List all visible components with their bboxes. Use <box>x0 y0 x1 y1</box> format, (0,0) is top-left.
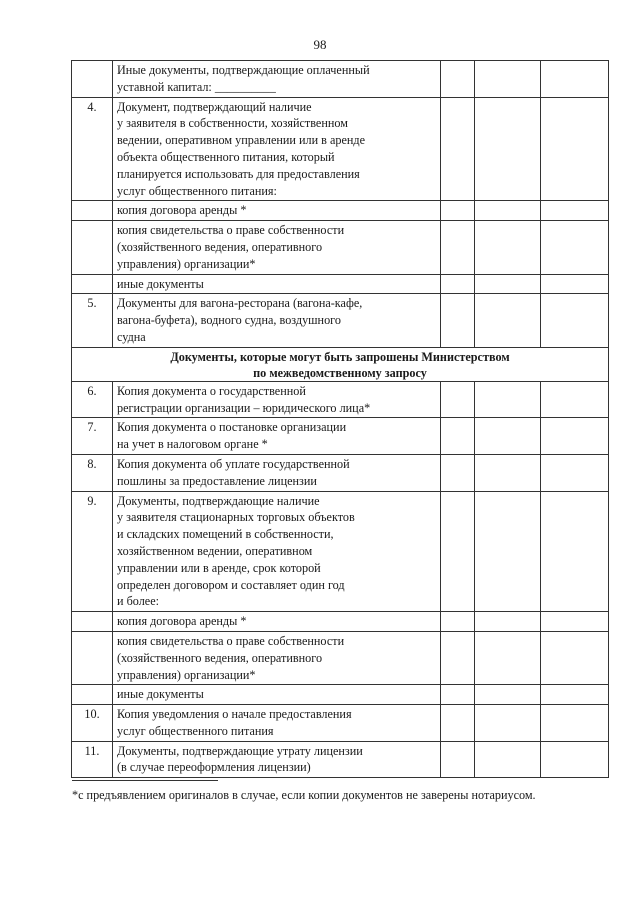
empty-cell <box>475 61 541 98</box>
empty-cell <box>441 201 475 221</box>
footnote-separator <box>72 780 218 781</box>
row-number <box>72 201 113 221</box>
row-number <box>72 685 113 705</box>
row-number: 11. <box>72 741 113 778</box>
empty-cell <box>441 221 475 274</box>
row-number <box>72 631 113 684</box>
empty-cell <box>475 685 541 705</box>
empty-cell <box>541 274 609 294</box>
empty-cell <box>441 631 475 684</box>
empty-cell <box>475 491 541 612</box>
page-number: 98 <box>313 37 327 52</box>
empty-cell <box>541 705 609 742</box>
empty-cell <box>475 381 541 418</box>
empty-cell <box>541 201 609 221</box>
empty-cell <box>441 454 475 491</box>
empty-cell <box>541 61 609 98</box>
empty-cell <box>441 491 475 612</box>
document-title: иные документы <box>113 274 441 294</box>
table-row <box>72 97 609 201</box>
empty-cell <box>441 61 475 98</box>
row-number <box>72 221 113 274</box>
table-row <box>72 741 609 778</box>
empty-cell <box>541 97 609 201</box>
table-subrow <box>72 612 609 632</box>
document-title: Копия документа о постановке организации на учет в налоговом органе * <box>113 418 441 455</box>
empty-cell <box>475 221 541 274</box>
empty-cell <box>475 274 541 294</box>
empty-cell <box>541 741 609 778</box>
document-title: Документы, подтверждающие утрату лицензии (в случае переоформления лицензии) <box>113 741 441 778</box>
empty-cell <box>441 294 475 347</box>
empty-cell <box>541 381 609 418</box>
document-title: Иные документы, подтверждающие оплаченный уставной капитал: __________ <box>113 61 441 98</box>
empty-cell <box>475 612 541 632</box>
empty-cell <box>541 221 609 274</box>
empty-cell <box>441 418 475 455</box>
empty-cell <box>475 294 541 347</box>
empty-cell <box>475 418 541 455</box>
section-title: Документы, которые могут быть запрошены Министерством по межведомственному запросу <box>72 347 609 381</box>
empty-cell <box>441 97 475 201</box>
empty-cell <box>541 294 609 347</box>
document-title: Документ, подтверждающий наличие у заявителя в собственности, хозяйственном ведении, оперативном управлении или в аренде объекта общественного питания, который планируется использовать для предоставления услуг общественного питания: <box>113 97 441 201</box>
empty-cell <box>441 612 475 632</box>
empty-cell <box>541 491 609 612</box>
table-subrow <box>72 274 609 294</box>
empty-cell <box>441 741 475 778</box>
row-number: 4. <box>72 97 113 201</box>
table-subrow <box>72 201 609 221</box>
empty-cell <box>475 741 541 778</box>
row-number: 6. <box>72 381 113 418</box>
empty-cell <box>441 274 475 294</box>
document-title: копия договора аренды * <box>113 201 441 221</box>
document-title: копия договора аренды * <box>113 612 441 632</box>
table-row <box>72 381 609 418</box>
document-title: Копия уведомления о начале предоставления услуг общественного питания <box>113 705 441 742</box>
row-number: 5. <box>72 294 113 347</box>
table-subrow <box>72 631 609 684</box>
empty-cell <box>541 631 609 684</box>
row-number <box>72 612 113 632</box>
document-title: копия свидетельства о праве собственности (хозяйственного ведения, оперативного управления) организации* <box>113 631 441 684</box>
document-title: Документы, подтверждающие наличие у заявителя стационарных торговых объектов и складских помещений в собственности, хозяйственном ведении, оперативном управлении или в аренде, срок которой определен договором и составляет один год и более: <box>113 491 441 612</box>
table-subrow <box>72 61 609 98</box>
row-number: 8. <box>72 454 113 491</box>
empty-cell <box>441 381 475 418</box>
table-row <box>72 491 609 612</box>
document-title: копия свидетельства о праве собственности (хозяйственного ведения, оперативного управления) организации* <box>113 221 441 274</box>
footnote: *с предъявлением оригиналов в случае, если копии документов не заверены нотариусом. <box>72 788 536 802</box>
empty-cell <box>475 705 541 742</box>
document-title: иные документы <box>113 685 441 705</box>
table-subrow <box>72 221 609 274</box>
empty-cell <box>541 685 609 705</box>
table-row <box>72 454 609 491</box>
document-title: Документы для вагона-ресторана (вагона-кафе, вагона-буфета), водного судна, воздушного судна <box>113 294 441 347</box>
document-title: Копия документа о государственной регистрации организации – юридического лица* <box>113 381 441 418</box>
empty-cell <box>541 418 609 455</box>
empty-cell <box>475 201 541 221</box>
empty-cell <box>475 631 541 684</box>
empty-cell <box>475 454 541 491</box>
row-number <box>72 274 113 294</box>
row-number: 10. <box>72 705 113 742</box>
table-row <box>72 705 609 742</box>
row-number: 7. <box>72 418 113 455</box>
empty-cell <box>441 705 475 742</box>
empty-cell <box>541 454 609 491</box>
table-row <box>72 294 609 347</box>
empty-cell <box>541 612 609 632</box>
row-number <box>72 61 113 98</box>
empty-cell <box>441 685 475 705</box>
empty-cell <box>475 97 541 201</box>
row-number: 9. <box>72 491 113 612</box>
documents-table <box>71 60 609 778</box>
table-row <box>72 418 609 455</box>
section-header-row <box>72 347 609 381</box>
document-title: Копия документа об уплате государственной пошлины за предоставление лицензии <box>113 454 441 491</box>
table-subrow <box>72 685 609 705</box>
